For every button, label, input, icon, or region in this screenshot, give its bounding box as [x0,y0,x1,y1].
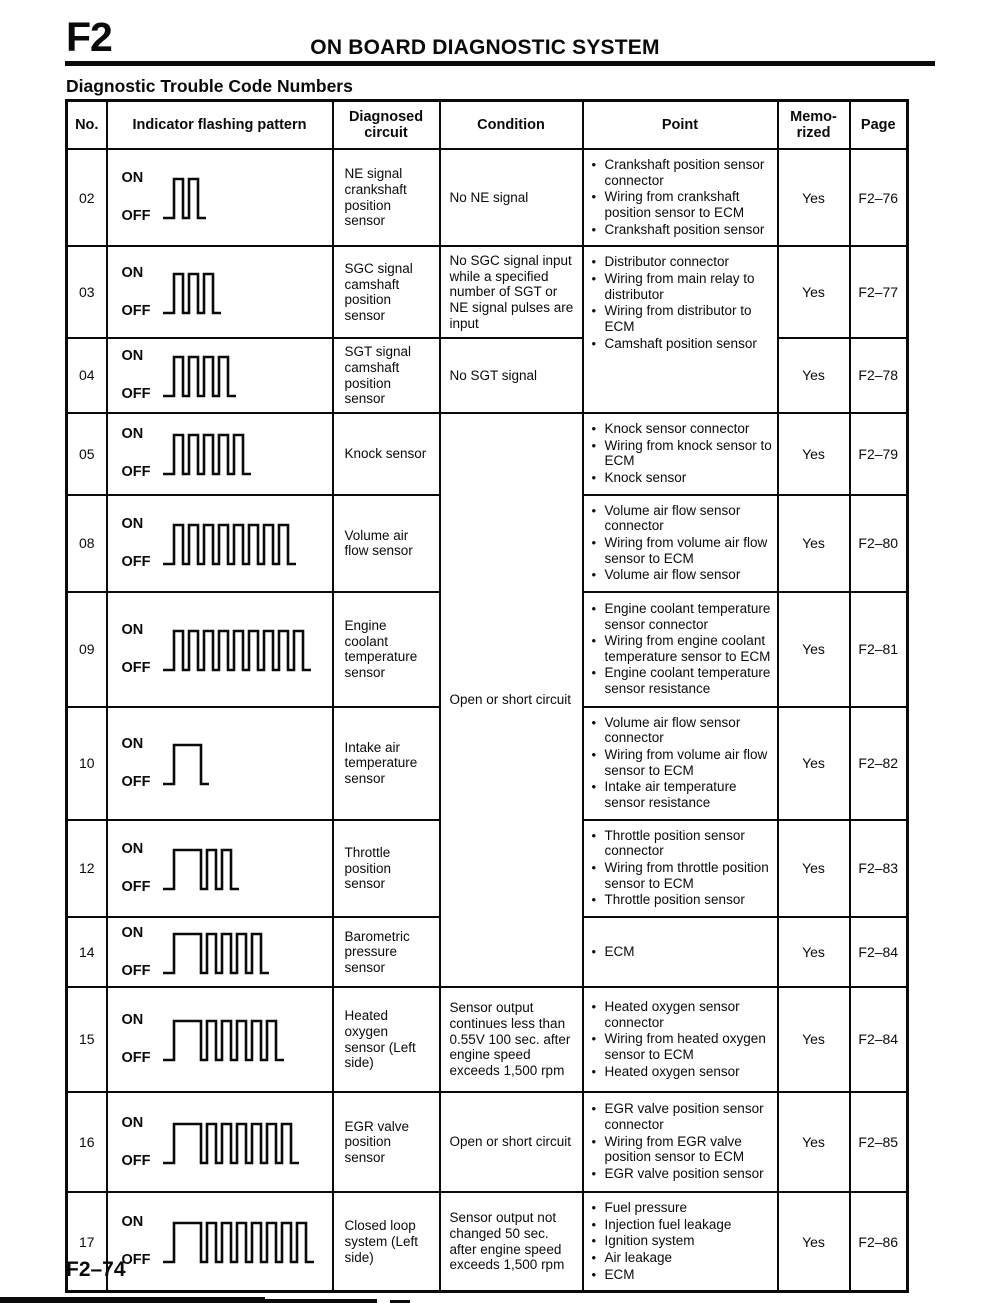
point-item [592,336,773,352]
bottom-bar [390,1300,410,1303]
point-item [592,828,773,859]
point-item [592,535,773,566]
memorized-cell: Yes [778,338,850,413]
page-cell: F2–85 [850,1092,908,1192]
bottom-bar [0,1297,265,1303]
col-header-no: No. [67,101,107,150]
waveform-labels [122,516,151,571]
waveform-labels [122,348,151,403]
point-item [592,999,773,1030]
waveform-icon [160,1015,287,1067]
point-item [592,438,773,469]
bullet-icon: • [591,254,597,270]
condition-cell: Open or short circuit [440,413,583,987]
circuit-cell: Closed loop system (Left side) [333,1192,440,1292]
pattern-cell [107,1192,333,1292]
bullet-icon: • [591,1063,597,1079]
table-row [67,1092,908,1192]
point-item [592,715,773,746]
point-item [592,157,773,188]
point-item [592,1134,773,1165]
bullet-icon: • [591,437,597,453]
point-text: Wiring from EGR valve position sensor to ECM [604,1133,745,1165]
point-item [592,779,773,810]
waveform-icon [160,351,239,403]
bullet-icon: • [591,665,597,681]
bullet-icon: • [591,270,597,286]
point-cell [583,246,778,413]
bullet-icon: • [591,420,597,436]
bullet-icon: • [591,747,597,763]
point-item [592,1233,773,1249]
point-text: Air leakage [604,1250,673,1265]
point-text: Wiring from main relay to distributor [604,270,755,302]
memorized-cell: Yes [778,149,850,246]
code-cell: 15 [67,987,107,1092]
memorized-cell: Yes [778,917,850,987]
page-cell: F2–80 [850,495,908,592]
point-text: Engine coolant temperature sensor resistance [604,665,771,697]
bullet-icon: • [591,1250,597,1265]
condition-cell: Sensor output not changed 50 sec. after engine speed exceeds 1,500 rpm [440,1192,583,1292]
code-cell: 03 [67,246,107,338]
waveform-icon [160,519,299,571]
flashing-pattern [122,1214,328,1269]
table-row [67,413,908,495]
circuit-cell: Engine coolant temperature sensor [333,592,440,707]
bullet-icon: • [591,1233,597,1249]
waveform-labels [122,736,151,791]
table-row [67,338,908,413]
waveform-labels [122,622,151,677]
off-label: OFF [121,208,151,225]
condition-cell: No NE signal [440,149,583,246]
bullet-icon: • [591,1266,597,1282]
circuit-cell: EGR valve position sensor [333,1092,440,1192]
point-item [592,1031,773,1062]
memorized-cell: Yes [778,1092,850,1192]
pattern-cell [107,149,333,246]
point-text: Camshaft position sensor [604,335,757,351]
circuit-cell: NE signal crankshaft position sensor [333,149,440,246]
on-label: ON [121,840,144,857]
table-row [67,987,908,1092]
off-label: OFF [121,464,151,481]
bullet-icon: • [591,860,597,876]
point-item [592,1200,773,1216]
on-label: ON [121,264,144,281]
off-label: OFF [121,302,151,319]
off-label: OFF [121,1050,151,1067]
point-text: Wiring from knock sensor to ECM [604,437,772,469]
code-cell: 04 [67,338,107,413]
memorized-cell: Yes [778,495,850,592]
flashing-pattern [122,426,328,481]
point-text: Throttle position sensor [604,892,745,908]
off-label: OFF [121,962,151,979]
point-text: Wiring from volume air flow sensor to ECM [604,534,768,566]
bullet-icon: • [591,1200,597,1216]
point-text: Throttle position sensor connector [604,827,745,859]
col-header-memorized: Memo- rized [778,101,850,150]
on-label: ON [121,348,144,365]
table-row [67,1192,908,1292]
pattern-cell [107,495,333,592]
memorized-cell: Yes [778,592,850,707]
point-text: Wiring from engine coolant temperature sensor to ECM [604,633,771,664]
point-item [592,470,773,486]
point-item [592,1217,773,1233]
point-text: Volume air flow sensor connector [604,502,741,534]
point-item [592,633,773,664]
bullet-icon: • [591,1101,597,1117]
pattern-cell [107,917,333,987]
point-text: Knock sensor connector [604,420,750,436]
bullet-icon: • [591,633,597,649]
page-cell: F2–86 [850,1192,908,1292]
code-cell: 02 [67,149,107,246]
bullet-icon: • [591,779,597,795]
page-cell: F2–77 [850,246,908,338]
pattern-cell [107,707,333,820]
off-label: OFF [121,660,151,676]
waveform-labels [122,1115,151,1170]
flashing-pattern [122,170,328,225]
code-cell: 16 [67,1092,107,1192]
flashing-pattern [122,516,328,571]
bullet-icon: • [591,534,597,550]
flashing-pattern [122,1115,328,1170]
memorized-cell: Yes [778,707,850,820]
point-text: Intake air temperature sensor resistance [604,779,737,811]
point-text: Distributor connector [604,254,730,270]
point-text: Heated oxygen sensor [604,1063,740,1079]
point-text: Heated oxygen sensor connector [604,998,740,1030]
pattern-cell [107,592,333,707]
point-cell [583,592,778,707]
waveform-labels [122,265,151,320]
bottom-bar [265,1299,377,1303]
page-cell: F2–84 [850,987,908,1092]
flashing-pattern [122,348,328,403]
bullet-icon: • [591,714,597,730]
flashing-pattern [122,265,328,320]
code-cell: 12 [67,820,107,917]
point-text: Crankshaft position sensor [604,221,765,237]
header-row [67,101,908,150]
point-cell [583,917,778,987]
dtc-table-header [67,101,908,150]
code-cell: 10 [67,707,107,820]
bullet-icon: • [591,502,597,518]
point-cell [583,413,778,495]
off-label: OFF [121,879,151,896]
bullet-icon: • [591,221,597,237]
circuit-cell: Throttle position sensor [333,820,440,917]
flashing-pattern [122,925,328,980]
bullet-icon: • [591,157,597,172]
table-row [67,149,908,246]
memorized-cell: Yes [778,987,850,1092]
point-item [592,665,773,696]
page-cell: F2–78 [850,338,908,413]
waveform-labels [122,1012,151,1067]
table-row [67,246,908,338]
circuit-cell: SGC signal camshaft position sensor [333,246,440,338]
point-item [592,1101,773,1132]
col-header-indicator-flashing-pattern: Indicator flashing pattern [107,101,333,150]
point-item [592,222,773,238]
point-text: ECM [604,943,635,959]
waveform-icon [160,844,242,896]
circuit-cell: Barometric pressure sensor [333,917,440,987]
off-label: OFF [121,1252,151,1269]
point-cell [583,495,778,592]
point-text: Wiring from heated oxygen sensor to ECM [604,1031,766,1062]
circuit-cell: SGT signal camshaft position sensor [333,338,440,413]
off-label: OFF [121,553,151,570]
waveform-icon [160,625,314,677]
point-item [592,503,773,534]
waveform-icon [160,739,212,791]
point-cell [583,149,778,246]
footer-page-number: F2–74 [66,1258,126,1281]
condition-cell: No SGT signal [440,338,583,413]
point-cell [583,1192,778,1292]
circuit-cell: Intake air temperature sensor [333,707,440,820]
code-cell: 14 [67,917,107,987]
point-item [592,567,773,583]
point-text: Volume air flow sensor [604,567,741,583]
page-cell: F2–79 [850,413,908,495]
point-text: Engine coolant temperature sensor connector [604,600,771,632]
flashing-pattern [122,841,328,896]
point-cell [583,987,778,1092]
condition-cell: No SGC signal input while a specified number of SGT or NE signal pulses are input [440,246,583,338]
page-cell: F2–81 [850,592,908,707]
bullet-icon: • [591,1133,597,1149]
condition-cell: Sensor output continues less than 0.55V 100 sec. after engine speed exceeds 1,500 rpm [440,987,583,1092]
on-label: ON [121,1012,144,1029]
bullet-icon: • [591,1031,597,1047]
point-item [592,860,773,891]
page-cell: F2–82 [850,707,908,820]
flashing-pattern [122,1012,328,1067]
point-cell [583,820,778,917]
on-label: ON [121,735,144,752]
point-text: EGR valve position sensor connector [604,1101,764,1133]
col-header-condition: Condition [440,101,583,150]
point-text: Fuel pressure [604,1200,688,1216]
point-cell [583,707,778,820]
point-text: Knock sensor [604,469,687,485]
point-text: Ignition system [604,1233,695,1249]
on-label: ON [121,426,144,443]
pattern-cell [107,987,333,1092]
point-item [592,944,773,960]
waveform-labels [122,426,151,481]
point-item [592,601,773,632]
on-label: ON [121,621,144,638]
point-text: ECM [604,1266,635,1282]
dtc-table [65,99,909,1293]
bullet-icon: • [591,943,597,959]
bullet-icon: • [591,600,597,616]
point-text: Injection fuel leakage [604,1216,732,1232]
point-text: EGR valve position sensor [604,1166,764,1182]
page-cell: F2–76 [850,149,908,246]
point-item [592,1064,773,1080]
page-cell: F2–84 [850,917,908,987]
waveform-labels [122,841,151,896]
waveform-icon [160,1217,317,1269]
point-text: Wiring from distributor to ECM [604,303,752,334]
pattern-cell [107,1092,333,1192]
point-item [592,271,773,302]
on-label: ON [121,1214,144,1231]
code-cell: 08 [67,495,107,592]
bullet-icon: • [591,1166,597,1182]
point-item [592,1250,773,1266]
memorized-cell: Yes [778,1192,850,1292]
waveform-labels [122,170,151,225]
memorized-cell: Yes [778,413,850,495]
col-header-diagnosed-circuit: Diagnosed circuit [333,101,440,150]
bullet-icon: • [591,567,597,583]
bullet-icon: • [591,998,597,1014]
point-text: Wiring from crankshaft position sensor to ECM [604,189,745,220]
on-label: ON [121,170,144,187]
waveform-icon [160,173,209,225]
point-item [592,303,773,334]
point-item [592,254,773,270]
section-code: F2 [66,14,112,60]
bullet-icon: • [591,469,597,485]
off-label: OFF [121,773,151,790]
point-item [592,892,773,908]
circuit-cell: Knock sensor [333,413,440,495]
bullet-icon: • [591,189,597,205]
pattern-cell [107,413,333,495]
point-cell [583,1092,778,1192]
bullet-icon: • [591,1216,597,1232]
flashing-pattern [122,736,328,791]
off-label: OFF [121,1152,151,1169]
col-header-page: Page [850,101,908,150]
point-item [592,1267,773,1283]
point-item [592,421,773,437]
code-cell: 09 [67,592,107,707]
col-header-point: Point [583,101,778,150]
header-rule [65,61,935,66]
bullet-icon: • [591,827,597,843]
page-title: ON BOARD DIAGNOSTIC SYSTEM [310,36,660,59]
bullet-icon: • [591,303,597,319]
on-label: ON [121,1114,144,1131]
point-item [592,747,773,778]
page-cell: F2–83 [850,820,908,917]
point-text: Wiring from throttle position sensor to ECM [604,860,769,891]
dtc-table-body [67,149,908,1292]
memorized-cell: Yes [778,820,850,917]
flashing-pattern [122,622,328,677]
pattern-cell [107,820,333,917]
waveform-icon [160,268,224,320]
waveform-icon [160,1118,302,1170]
pattern-cell [107,338,333,413]
on-label: ON [121,515,144,532]
circuit-cell: Heated oxygen sensor (Left side) [333,987,440,1092]
bullet-icon: • [591,335,597,351]
point-text: Volume air flow sensor connector [604,714,741,746]
section-title: Diagnostic Trouble Code Numbers [66,76,353,96]
on-label: ON [121,924,144,941]
memorized-cell: Yes [778,246,850,338]
waveform-icon [160,429,254,481]
point-text: Wiring from volume air flow sensor to ECM [604,747,768,778]
code-cell: 17 [67,1192,107,1292]
bullet-icon: • [591,892,597,908]
point-item [592,1166,773,1182]
pattern-cell [107,246,333,338]
code-cell: 05 [67,413,107,495]
circuit-cell: Volume air flow sensor [333,495,440,592]
condition-cell: Open or short circuit [440,1092,583,1192]
point-item [592,189,773,220]
waveform-labels [122,925,151,980]
point-text: Crankshaft position sensor connector [604,157,765,188]
off-label: OFF [121,386,151,403]
waveform-icon [160,928,272,980]
